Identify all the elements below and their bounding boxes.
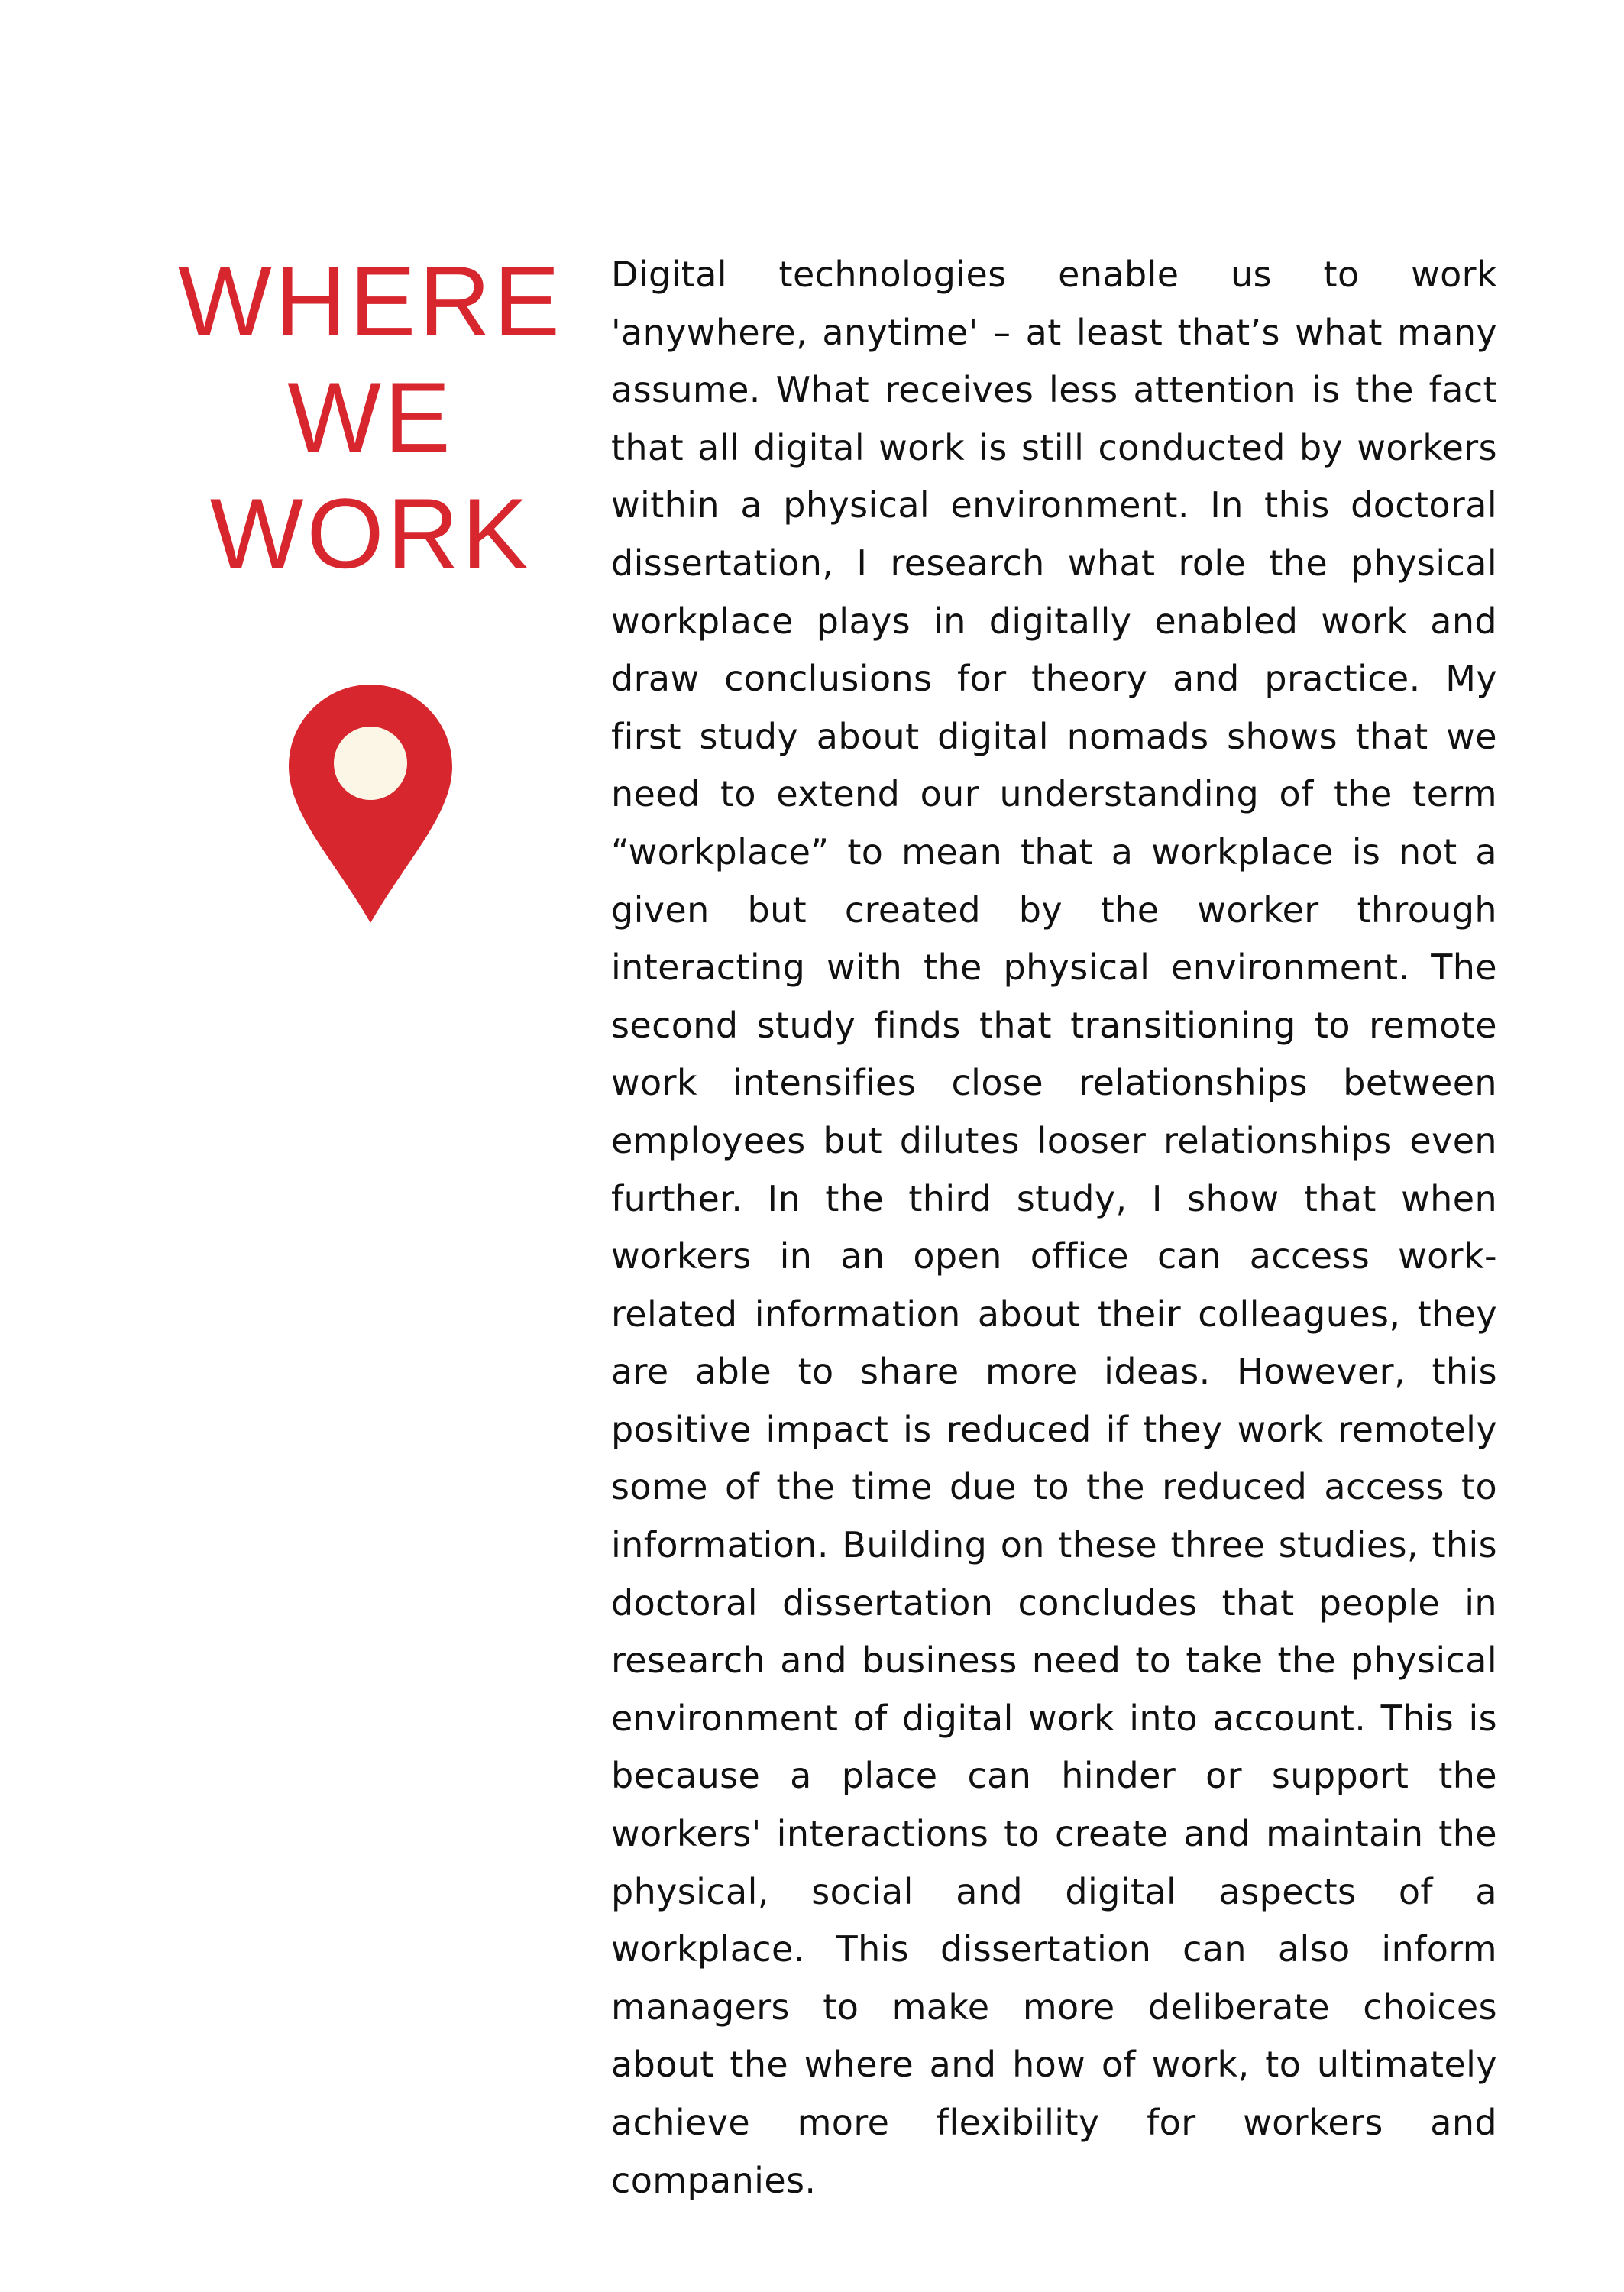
pin-body — [289, 685, 452, 923]
title-line-3: WORK — [209, 478, 532, 589]
location-pin-icon — [289, 685, 452, 923]
title-line-2: WE — [287, 361, 454, 473]
title-line-1: WHERE — [178, 245, 563, 357]
pin-dot — [334, 727, 407, 800]
page-title — [168, 243, 573, 591]
abstract-paragraph: Digital technologies enable us to work 'anywhere, anytime' – at least that’s what many assume. What receives less attention is the fact that all digital work is still conducted by workers within a physical environment. In this doctoral dissertation, I research what role the physical workplace plays in digitally enabled work and draw conclusions for theory and practice. My first study about digital nomads shows that we need to extend our understanding of the term “workplace” to mean that a workplace is not a given but created by the worker through interacting with the physical environment. The second study finds that transitioning to remote work intensifies close relationships between employees but dilutes looser relationships even further. In the third study, I show that when workers in an open office can access work-related information about their colleagues, they are able to share more ideas. However, this positive impact is reduced if they work remotely some of the time due to the reduced access to information. Building on these three studies, this doctoral dissertation concludes that people in research and business need to take the physical environment of digital work into account. This is because a place can hinder or support the workers' interactions to create and maintain the physical, social and digital aspects of a workplace. This dissertation can also inform managers to make more deliberate choices about the where and how of work, to ultimately achieve more flexibility for workers and companies. — [611, 254, 1497, 2201]
